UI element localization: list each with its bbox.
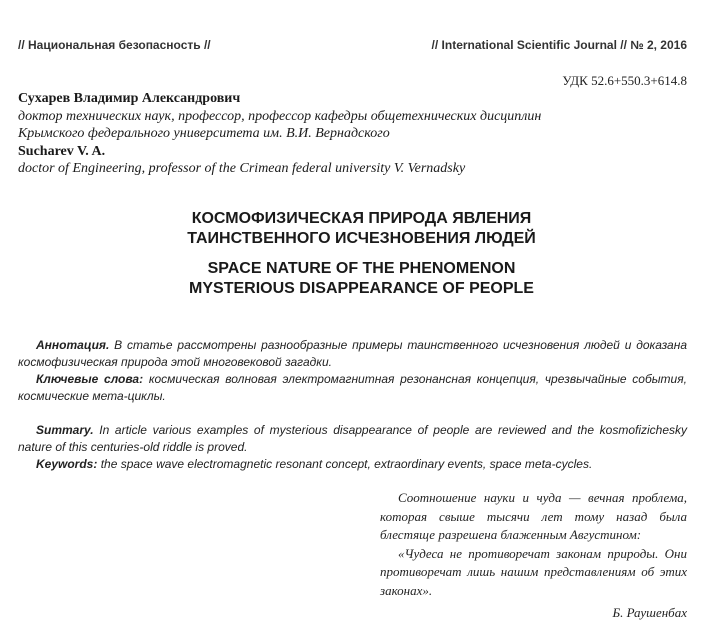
keywords-en-text: the space wave electromagnetic resonant concept, extraordinary events, space meta-cycles. bbox=[97, 457, 593, 471]
epigraph-author: Б. Раушенбах bbox=[612, 605, 687, 620]
author-desc-en: doctor of Engineering, professor of the Crimean federal university V. Vernadsky bbox=[18, 161, 466, 176]
keywords-en-paragraph bbox=[18, 456, 687, 473]
abstract-block bbox=[18, 337, 687, 473]
author-block bbox=[18, 90, 687, 178]
title-ru-line1: КОСМОФИЗИЧЕСКАЯ ПРИРОДА ЯВЛЕНИЯ bbox=[191, 210, 532, 227]
title-en bbox=[0, 259, 723, 299]
keywords-ru-paragraph bbox=[18, 371, 687, 405]
author-name-en: Sucharev V. A. bbox=[18, 143, 106, 159]
title-ru-line2: ТАИНСТВЕННОГО ИСЧЕЗНОВЕНИЯ ЛЮДЕЙ bbox=[187, 230, 536, 247]
annotation-label: Аннотация. bbox=[36, 338, 110, 352]
header-journal: // International Scientific Journal // № 2, 2016 bbox=[431, 38, 687, 52]
summary-label: Summary. bbox=[36, 423, 94, 437]
header-section: // Национальная безопасность // bbox=[18, 38, 211, 52]
running-header bbox=[18, 38, 687, 52]
keywords-ru-label: Ключевые слова: bbox=[36, 372, 144, 386]
title-en-line1: SPACE NATURE OF THE PHENOMENON bbox=[207, 260, 516, 277]
author-desc-ru-2: Крымского федерального университета им. В.И. Вернадского bbox=[18, 126, 390, 141]
article-titles bbox=[0, 209, 723, 299]
summary-text: In article various examples of mysterious disappearance of people are reviewed and the kosmofizichesky nature of this centuries-old riddle is proved. bbox=[18, 423, 687, 454]
epigraph-para1: Соотношение науки и чуда — вечная проблема, которая свыше тысячи лет тому назад была блестяще разрешена блаженным Августином: bbox=[380, 490, 687, 542]
keywords-en-label: Keywords: bbox=[36, 457, 98, 471]
udk-code: УДК 52.6+550.3+614.8 bbox=[562, 73, 687, 88]
annotation-text: В статье рассмотрены разнообразные примеры таинственного исчезновения людей и доказана космофизическая природа этой многовековой загадки. bbox=[18, 338, 687, 369]
author-desc-ru-1: доктор технических наук, профессор, профессор кафедры общетехнических дисциплин bbox=[18, 108, 542, 124]
epigraph bbox=[380, 489, 687, 623]
keywords-ru-text: космическая волновая электромагнитная резонансная концепция, чрезвычайные события, космические мета-циклы. bbox=[18, 372, 687, 403]
summary-paragraph bbox=[18, 422, 687, 456]
title-en-line2: MYSTERIOUS DISAPPEARANCE OF PEOPLE bbox=[189, 280, 534, 297]
title-ru bbox=[0, 209, 723, 249]
author-name-ru: Сухарев Владимир Александрович bbox=[18, 91, 241, 106]
epigraph-quote: «Чудеса не противоречат законам природы. Они противоречат лишь нашим представлениям об этих законах». bbox=[380, 545, 687, 598]
annotation-paragraph bbox=[18, 337, 687, 371]
